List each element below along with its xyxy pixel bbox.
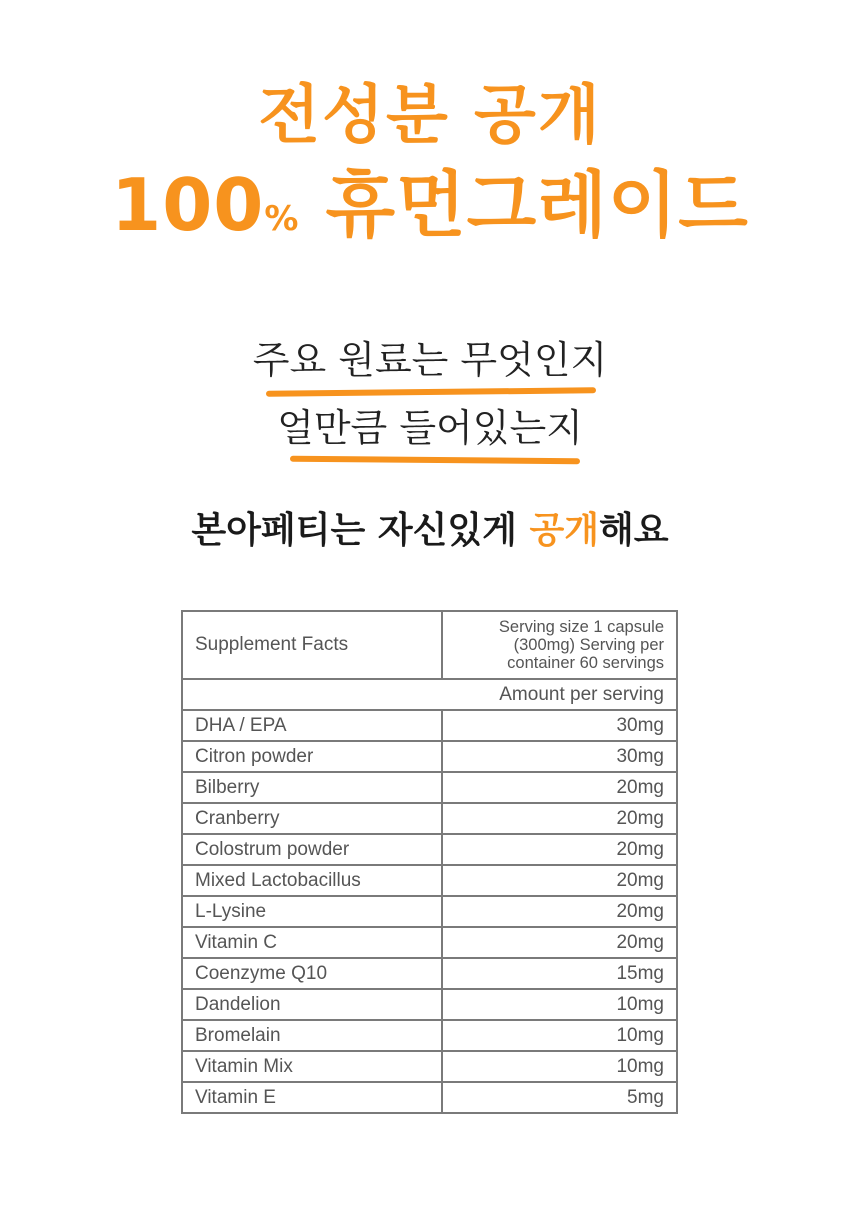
ingredient-name: Cranberry xyxy=(182,803,442,834)
hero-percent: % xyxy=(264,199,300,239)
table-row xyxy=(182,741,677,772)
table-header-row xyxy=(182,611,677,679)
amount-per-serving-label: Amount per serving xyxy=(182,679,677,710)
table-row xyxy=(182,1020,677,1051)
hero-number: 100 xyxy=(111,163,265,247)
ingredient-name: Coenzyme Q10 xyxy=(182,958,442,989)
table-row xyxy=(182,958,677,989)
serving-info: Serving size 1 capsule (300mg) Serving per container 60 servings xyxy=(442,611,677,679)
ingredient-name: Bilberry xyxy=(182,772,442,803)
ingredient-name: Mixed Lactobacillus xyxy=(182,865,442,896)
tagline xyxy=(0,508,860,554)
table-row xyxy=(182,1082,677,1113)
table-row xyxy=(182,865,677,896)
table-row xyxy=(182,710,677,741)
ingredient-name: Vitamin C xyxy=(182,927,442,958)
ingredient-name: DHA / EPA xyxy=(182,710,442,741)
ingredient-amount: 20mg xyxy=(442,896,677,927)
subtitle-line2: 얼만큼 들어있는지 xyxy=(277,406,583,450)
ingredient-amount: 15mg xyxy=(442,958,677,989)
table-row xyxy=(182,927,677,958)
table-row xyxy=(182,803,677,834)
ingredient-amount: 20mg xyxy=(442,927,677,958)
tagline-before: 본아페티는 자신있게 xyxy=(191,510,530,551)
tagline-highlight: 공개 xyxy=(529,510,600,551)
ingredient-amount: 20mg xyxy=(442,772,677,803)
ingredient-amount: 10mg xyxy=(442,1051,677,1082)
tagline-after: 해요 xyxy=(599,510,669,551)
table-row xyxy=(182,1051,677,1082)
supplement-facts-title: Supplement Facts xyxy=(182,611,442,679)
ingredient-amount: 30mg xyxy=(442,741,677,772)
ingredient-name: Dandelion xyxy=(182,989,442,1020)
ingredient-name: Colostrum powder xyxy=(182,834,442,865)
hero-grade-text: 휴먼그레이드 xyxy=(299,163,749,247)
supplement-facts-table xyxy=(181,610,678,1114)
ingredient-name: Citron powder xyxy=(182,741,442,772)
table-row xyxy=(182,834,677,865)
hero-title-line2 xyxy=(0,160,860,264)
ingredient-amount: 10mg xyxy=(442,989,677,1020)
ingredient-name: L-Lysine xyxy=(182,896,442,927)
ingredient-amount: 30mg xyxy=(442,710,677,741)
ingredient-amount: 20mg xyxy=(442,834,677,865)
ingredient-name: Bromelain xyxy=(182,1020,442,1051)
table-row xyxy=(182,772,677,803)
subtitle-line1: 주요 원료는 무엇인지 xyxy=(252,338,608,382)
table-row xyxy=(182,989,677,1020)
amount-header-row xyxy=(182,679,677,710)
ingredient-amount: 20mg xyxy=(442,803,677,834)
ingredient-amount: 10mg xyxy=(442,1020,677,1051)
ingredient-amount: 5mg xyxy=(442,1082,677,1113)
ingredient-name: Vitamin Mix xyxy=(182,1051,442,1082)
hero-title-line1: 전성분 공개 xyxy=(258,79,602,153)
ingredient-name: Vitamin E xyxy=(182,1082,442,1113)
underline-stroke-1 xyxy=(266,387,596,396)
underline-stroke-2 xyxy=(290,456,580,465)
table-row xyxy=(182,896,677,927)
ingredient-amount: 20mg xyxy=(442,865,677,896)
